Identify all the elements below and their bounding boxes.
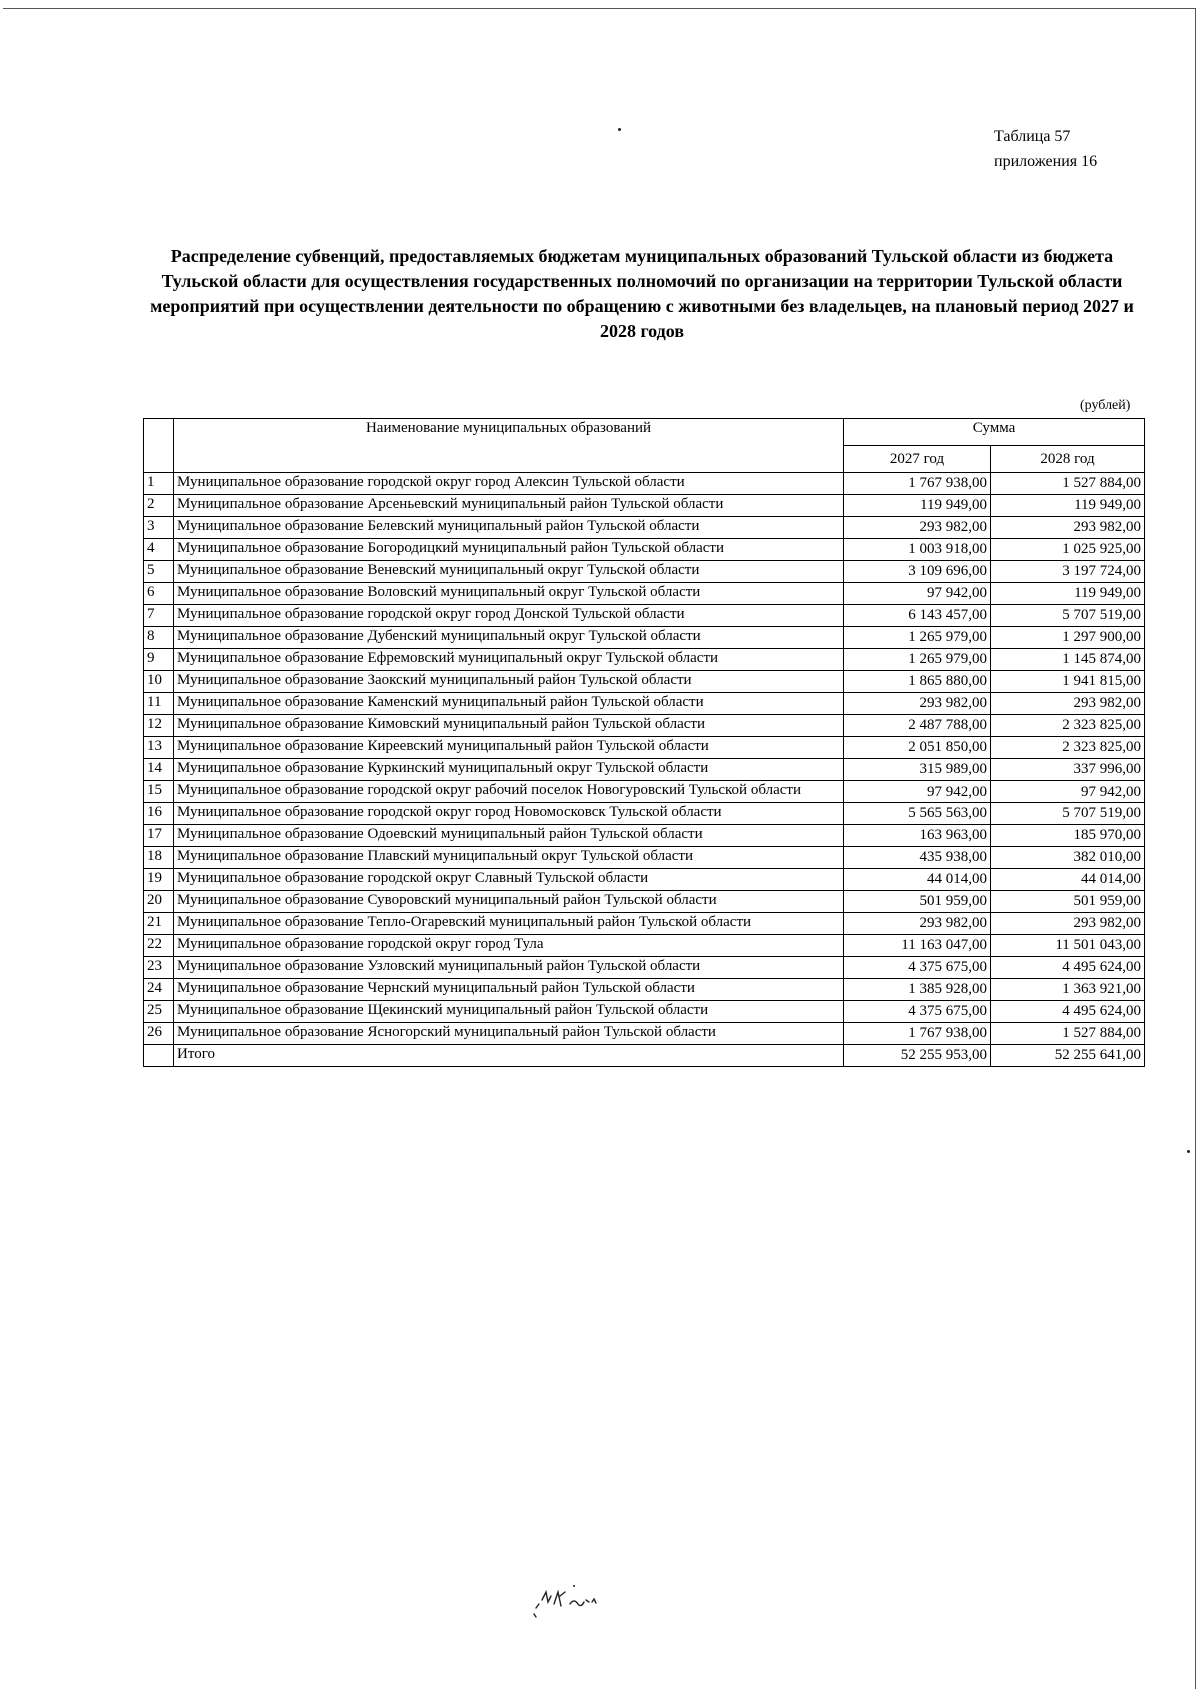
row-number: 24 <box>144 979 174 1001</box>
row-name: Муниципальное образование Ясногорский муниципальный район Тульской области <box>174 1023 844 1045</box>
row-name: Муниципальное образование Ефремовский муниципальный округ Тульской области <box>174 649 844 671</box>
row-name: Муниципальное образование Богородицкий муниципальный район Тульской области <box>174 539 844 561</box>
row-name: Муниципальное образование Дубенский муниципальный округ Тульской области <box>174 627 844 649</box>
row-name: Муниципальное образование Щекинский муниципальный район Тульской области <box>174 1001 844 1023</box>
row-number: 25 <box>144 1001 174 1023</box>
table-row <box>144 583 1145 605</box>
header-number <box>144 419 174 473</box>
table-row <box>144 539 1145 561</box>
row-value-2027: 5 565 563,00 <box>844 803 991 825</box>
total-2028: 52 255 641,00 <box>991 1045 1145 1067</box>
table-row <box>144 627 1145 649</box>
row-value-2028: 1 025 925,00 <box>991 539 1145 561</box>
row-value-2027: 1 767 938,00 <box>844 1023 991 1045</box>
header-year-2027: 2027 год <box>844 446 991 473</box>
table-row <box>144 649 1145 671</box>
row-value-2028: 1 363 921,00 <box>991 979 1145 1001</box>
row-name: Муниципальное образование Чернский муниципальный район Тульской области <box>174 979 844 1001</box>
row-number: 22 <box>144 935 174 957</box>
scan-dot-right <box>1187 1150 1190 1153</box>
row-name: Муниципальное образование Суворовский муниципальный район Тульской области <box>174 891 844 913</box>
row-value-2027: 4 375 675,00 <box>844 1001 991 1023</box>
row-number: 3 <box>144 517 174 539</box>
row-value-2027: 293 982,00 <box>844 913 991 935</box>
table-row <box>144 1023 1145 1045</box>
row-value-2027: 163 963,00 <box>844 825 991 847</box>
row-value-2027: 11 163 047,00 <box>844 935 991 957</box>
row-value-2027: 501 959,00 <box>844 891 991 913</box>
row-name: Муниципальное образование городской округ Славный Тульской области <box>174 869 844 891</box>
row-number: 11 <box>144 693 174 715</box>
row-value-2027: 1 265 979,00 <box>844 649 991 671</box>
row-value-2027: 4 375 675,00 <box>844 957 991 979</box>
row-value-2028: 5 707 519,00 <box>991 803 1145 825</box>
row-number: 12 <box>144 715 174 737</box>
table-row <box>144 605 1145 627</box>
table-row <box>144 913 1145 935</box>
row-number: 8 <box>144 627 174 649</box>
row-name: Муниципальное образование Киреевский муниципальный район Тульской области <box>174 737 844 759</box>
row-number: 17 <box>144 825 174 847</box>
row-name: Муниципальное образование городской округ город Тула <box>174 935 844 957</box>
row-name: Муниципальное образование Заокский муниципальный район Тульской области <box>174 671 844 693</box>
row-value-2027: 6 143 457,00 <box>844 605 991 627</box>
row-number: 21 <box>144 913 174 935</box>
row-value-2028: 1 527 884,00 <box>991 1023 1145 1045</box>
unit-label: (рублей) <box>1080 398 1131 413</box>
row-name: Муниципальное образование Арсеньевский муниципальный район Тульской области <box>174 495 844 517</box>
row-value-2028: 2 323 825,00 <box>991 715 1145 737</box>
row-value-2028: 501 959,00 <box>991 891 1145 913</box>
table-row <box>144 935 1145 957</box>
row-value-2028: 5 707 519,00 <box>991 605 1145 627</box>
row-value-2027: 2 487 788,00 <box>844 715 991 737</box>
row-number: 7 <box>144 605 174 627</box>
row-number: 13 <box>144 737 174 759</box>
total-2027: 52 255 953,00 <box>844 1045 991 1067</box>
row-value-2028: 293 982,00 <box>991 913 1145 935</box>
row-value-2027: 293 982,00 <box>844 517 991 539</box>
row-number: 4 <box>144 539 174 561</box>
row-number: 9 <box>144 649 174 671</box>
table-row <box>144 715 1145 737</box>
row-value-2028: 119 949,00 <box>991 583 1145 605</box>
row-value-2027: 44 014,00 <box>844 869 991 891</box>
row-value-2027: 2 051 850,00 <box>844 737 991 759</box>
row-value-2027: 97 942,00 <box>844 583 991 605</box>
row-number: 15 <box>144 781 174 803</box>
row-number: 1 <box>144 473 174 495</box>
row-number: 26 <box>144 1023 174 1045</box>
row-number: 23 <box>144 957 174 979</box>
row-value-2028: 119 949,00 <box>991 495 1145 517</box>
table-row <box>144 759 1145 781</box>
row-value-2028: 11 501 043,00 <box>991 935 1145 957</box>
row-value-2028: 44 014,00 <box>991 869 1145 891</box>
row-value-2027: 1 385 928,00 <box>844 979 991 1001</box>
table-row <box>144 979 1145 1001</box>
table-row <box>144 693 1145 715</box>
table-row <box>144 1001 1145 1023</box>
row-value-2027: 119 949,00 <box>844 495 991 517</box>
row-value-2027: 1 265 979,00 <box>844 627 991 649</box>
row-value-2027: 1 767 938,00 <box>844 473 991 495</box>
table-row <box>144 517 1145 539</box>
row-name: Муниципальное образование городской округ рабочий поселок Новогуровский Тульской области <box>174 781 844 803</box>
row-value-2027: 435 938,00 <box>844 847 991 869</box>
row-name: Муниципальное образование Куркинский муниципальный округ Тульской области <box>174 759 844 781</box>
row-number: 18 <box>144 847 174 869</box>
row-name: Муниципальное образование Каменский муниципальный район Тульской области <box>174 693 844 715</box>
table-row <box>144 891 1145 913</box>
row-value-2028: 1 145 874,00 <box>991 649 1145 671</box>
row-value-2028: 293 982,00 <box>991 693 1145 715</box>
signature-scribble <box>530 1570 640 1620</box>
row-value-2027: 1 003 918,00 <box>844 539 991 561</box>
header-year-2028: 2028 год <box>991 446 1145 473</box>
row-number: 6 <box>144 583 174 605</box>
row-value-2027: 3 109 696,00 <box>844 561 991 583</box>
row-value-2028: 4 495 624,00 <box>991 957 1145 979</box>
row-value-2028: 1 941 815,00 <box>991 671 1145 693</box>
table-row <box>144 473 1145 495</box>
header-name: Наименование муниципальных образований <box>174 419 844 473</box>
table-row <box>144 495 1145 517</box>
row-value-2028: 185 970,00 <box>991 825 1145 847</box>
row-name: Муниципальное образование Узловский муниципальный район Тульской области <box>174 957 844 979</box>
row-name: Муниципальное образование городской округ город Новомосковск Тульской области <box>174 803 844 825</box>
row-name: Муниципальное образование Тепло-Огаревский муниципальный район Тульской области <box>174 913 844 935</box>
row-value-2028: 293 982,00 <box>991 517 1145 539</box>
row-value-2027: 97 942,00 <box>844 781 991 803</box>
row-name: Муниципальное образование Одоевский муниципальный район Тульской области <box>174 825 844 847</box>
table-row <box>144 869 1145 891</box>
annex-reference <box>994 124 1097 174</box>
row-number: 5 <box>144 561 174 583</box>
annex-appendix-number: приложения 16 <box>994 153 1098 170</box>
total-number <box>144 1045 174 1067</box>
row-value-2027: 1 865 880,00 <box>844 671 991 693</box>
subvention-table <box>143 418 1145 1067</box>
row-value-2027: 315 989,00 <box>844 759 991 781</box>
row-value-2027: 293 982,00 <box>844 693 991 715</box>
row-value-2028: 97 942,00 <box>991 781 1145 803</box>
table-row <box>144 803 1145 825</box>
row-name: Муниципальное образование Воловский муниципальный округ Тульской области <box>174 583 844 605</box>
row-name: Муниципальное образование городской округ город Алексин Тульской области <box>174 473 844 495</box>
row-name: Муниципальное образование Плавский муниципальный округ Тульской области <box>174 847 844 869</box>
table-row <box>144 957 1145 979</box>
annex-table-number: Таблица 57 <box>994 128 1071 145</box>
row-value-2028: 1 527 884,00 <box>991 473 1145 495</box>
row-value-2028: 4 495 624,00 <box>991 1001 1145 1023</box>
row-value-2028: 2 323 825,00 <box>991 737 1145 759</box>
row-number: 2 <box>144 495 174 517</box>
document-title: Распределение субвенций, предоставляемых бюджетам муниципальных образований Тульской области из бюджета Тульской области для осуществления государственных полномочий по организации на территории Тульской области мероприятий при осуществлении деятельности по обращению с животными без владельцев, на плановый период 2027 и 2028 годов <box>150 246 1134 341</box>
scan-dot <box>618 128 621 131</box>
table-row <box>144 825 1145 847</box>
row-number: 19 <box>144 869 174 891</box>
table-body <box>144 473 1145 1045</box>
table-row <box>144 781 1145 803</box>
row-number: 14 <box>144 759 174 781</box>
row-number: 20 <box>144 891 174 913</box>
row-number: 16 <box>144 803 174 825</box>
header-sum: Сумма <box>844 419 1145 446</box>
table-row <box>144 671 1145 693</box>
row-value-2028: 1 297 900,00 <box>991 627 1145 649</box>
table-row <box>144 561 1145 583</box>
total-label: Итого <box>174 1045 844 1067</box>
table-row <box>144 737 1145 759</box>
row-name: Муниципальное образование Веневский муниципальный округ Тульской области <box>174 561 844 583</box>
row-name: Муниципальное образование Кимовский муниципальный район Тульской области <box>174 715 844 737</box>
row-value-2028: 382 010,00 <box>991 847 1145 869</box>
row-name: Муниципальное образование городской округ город Донской Тульской области <box>174 605 844 627</box>
row-value-2028: 337 996,00 <box>991 759 1145 781</box>
row-number: 10 <box>144 671 174 693</box>
table-row <box>144 847 1145 869</box>
row-value-2028: 3 197 724,00 <box>991 561 1145 583</box>
row-name: Муниципальное образование Белевский муниципальный район Тульской области <box>174 517 844 539</box>
